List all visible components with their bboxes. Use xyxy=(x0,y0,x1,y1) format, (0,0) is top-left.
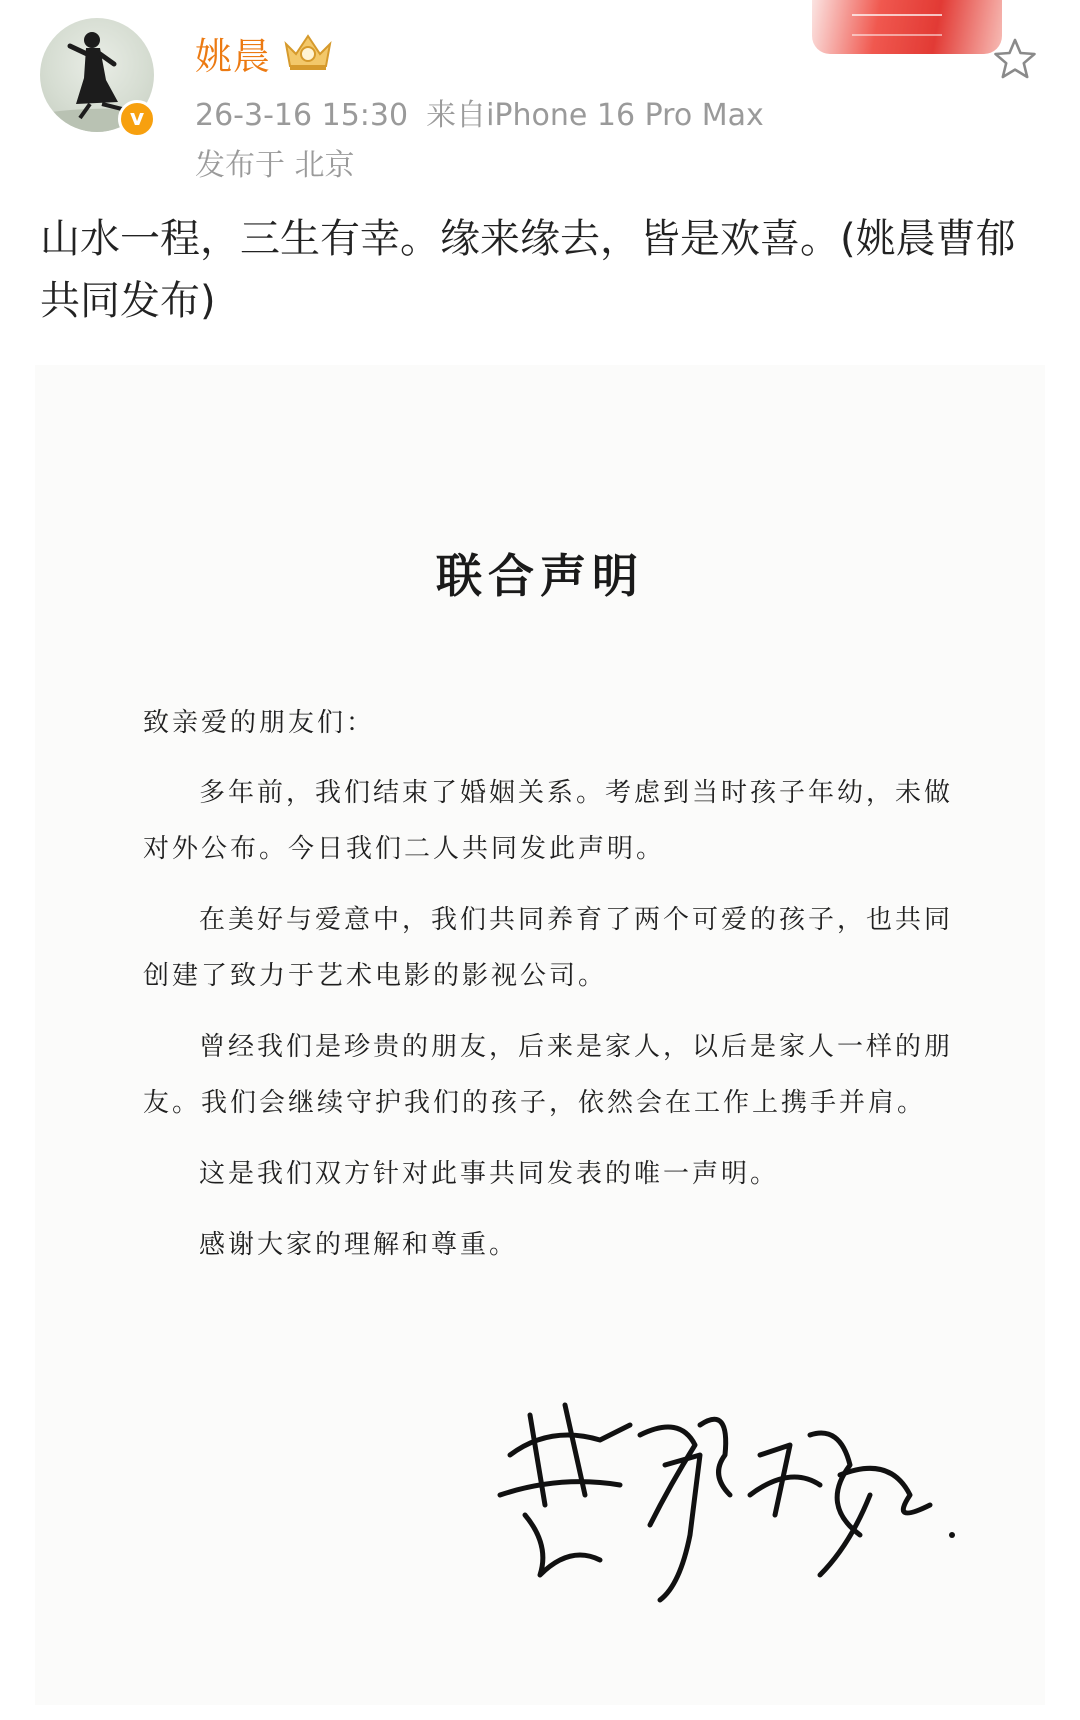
post-header xyxy=(0,0,1080,200)
statement-title: 联合声明 xyxy=(436,549,644,603)
crown-icon[interactable] xyxy=(282,30,334,72)
statement-paragraph: 这是我们双方针对此事共同发表的唯一声明。 xyxy=(199,1159,780,1189)
statement-paragraph: 感谢大家的理解和尊重。 xyxy=(199,1230,519,1260)
statement-greeting: 致亲爱的朋友们： xyxy=(143,708,376,738)
post-location: 发布于 北京 xyxy=(195,148,355,183)
star-icon[interactable] xyxy=(992,36,1038,82)
decorative-banner xyxy=(812,0,1002,54)
handwritten-signature xyxy=(490,1385,970,1625)
statement-paragraph: 曾经我们是珍贵的朋友，后来是家人，以后是家人一样的朋友。我们会继续守护我们的孩子，依然会在工作上携手并肩。 xyxy=(143,1032,954,1118)
post-source[interactable]: 来自iPhone 16 Pro Max xyxy=(426,98,764,133)
statement-body xyxy=(143,695,973,1288)
username[interactable]: 姚晨 xyxy=(195,35,271,78)
statement-paragraph: 多年前，我们结束了婚姻关系。考虑到当时孩子年幼，未做对外公布。今日我们二人共同发此声明。 xyxy=(143,778,954,864)
statement-paragraph: 在美好与爱意中，我们共同养育了两个可爱的孩子，也共同创建了致力于艺术电影的影视公司。 xyxy=(143,905,954,991)
post-timestamp: 26-3-16 15:30 xyxy=(195,98,409,133)
verified-badge-icon: v xyxy=(118,100,156,138)
post-text: 山水一程，三生有幸。缘来缘去，皆是欢喜。(姚晨曹郁共同发布) xyxy=(40,216,1016,324)
statement-image[interactable] xyxy=(35,365,1045,1705)
post-meta xyxy=(195,90,782,134)
